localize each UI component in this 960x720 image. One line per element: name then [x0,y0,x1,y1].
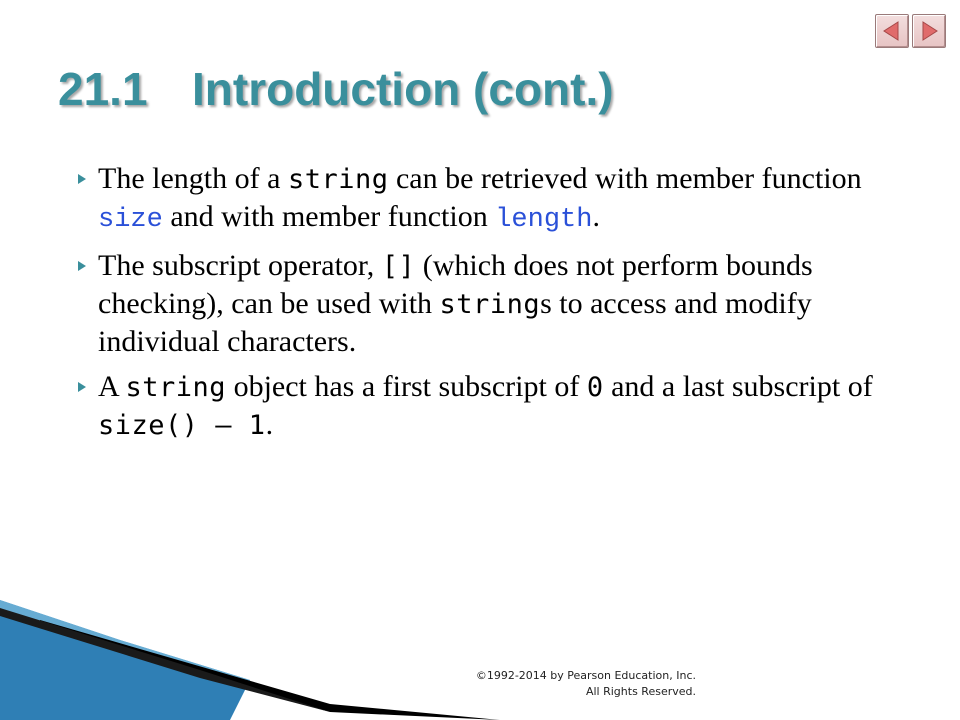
next-slide-button[interactable] [912,14,946,48]
code-fragment: size() – 1 [98,410,266,441]
text-fragment: A [98,370,126,403]
bullet-item [72,368,912,444]
text-fragment: and with member function [162,200,496,233]
triangle-right-icon [918,20,940,42]
code-fragment: length [495,205,593,235]
text-fragment: and a last subscript of [603,370,873,403]
code-fragment: string [439,289,541,320]
section-number: 21.1 [58,63,148,115]
text-fragment: The length of a [98,162,288,195]
text-fragment: can be retrieved with member function [388,162,862,195]
bullet-arrow-icon [78,261,86,271]
bullet-item [72,247,912,360]
copyright-footer [476,668,696,700]
text-fragment: The subscript operator, [98,249,382,282]
code-fragment: string [287,164,389,195]
slide-navigation [875,14,946,48]
slide-title [58,62,614,116]
code-fragment: [] [381,251,416,282]
bullet-item [72,160,912,239]
text-fragment: . [265,408,274,441]
copyright-line: ©1992-2014 by Pearson Education, Inc. [475,669,696,682]
text-fragment: . [592,200,600,233]
title-text: Introduction (cont.) [192,63,614,115]
bullet-arrow-icon [78,174,86,184]
previous-slide-button[interactable] [875,14,909,48]
text-fragment: object has a first subscript of [226,370,587,403]
triangle-left-icon [881,20,903,42]
bullet-list [72,160,912,452]
code-fragment: string [125,372,227,403]
code-fragment: 0 [586,372,604,403]
text-fragment: (which does not perform bounds checking), can be used with [98,249,813,320]
bullet-arrow-icon [78,382,86,392]
text-fragment: s to access and modify individual characters. [98,287,812,358]
rights-line: All Rights Reserved. [585,685,696,698]
code-fragment: size [98,205,163,235]
